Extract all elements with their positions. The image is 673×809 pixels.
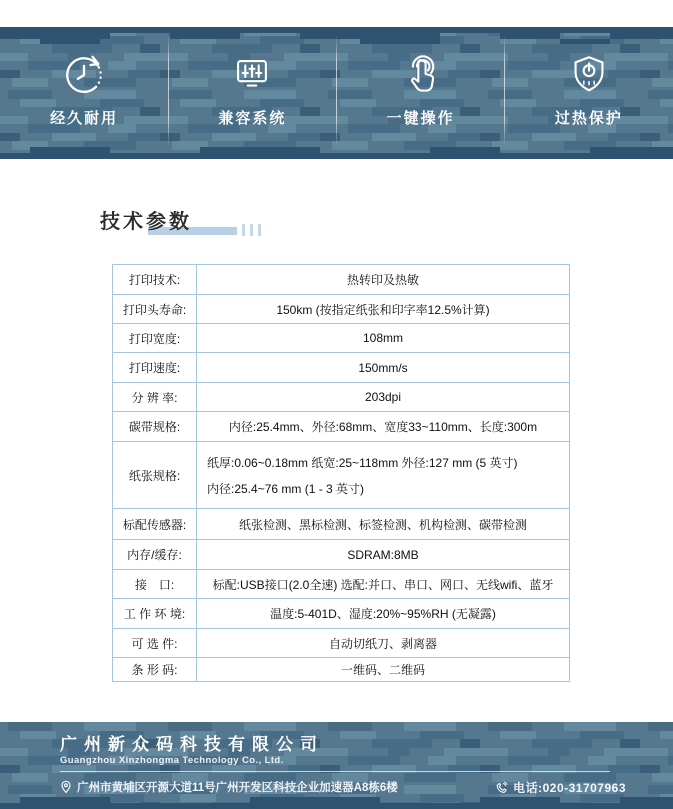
table-row [113,658,569,681]
spec-label: 内存/缓存: [113,540,197,569]
spec-label: 工 作 环 境: [113,599,197,628]
spec-label: 分 辨 率: [113,383,197,411]
feature-one-key [337,27,505,159]
feature-overheat-protection [505,27,673,159]
spec-value: SDRAM:8MB [347,547,419,562]
table-row [113,353,569,383]
spec-value: 内径:25.4mm、外径:68mm、宽度33~110mm、长度:300m [228,420,538,434]
touch-icon [398,52,444,98]
spec-value-line: 纸厚:0.06~0.18mm 纸宽:25~118mm 外径:127 mm (5 英寸) [207,455,518,470]
spec-value: 温度:5-401D、湿度:20%~95%RH (无凝露) [270,607,496,621]
feature-compatibility [168,27,336,159]
spec-value: 108mm [362,331,403,345]
location-pin-icon [60,780,72,794]
table-row [113,324,569,353]
title-tick [250,224,253,236]
spec-label: 打印宽度: [113,324,197,352]
spec-label: 打印技术: [113,265,197,294]
spec-label: 打印头寿命: [113,295,197,323]
spec-label: 打印速度: [113,353,197,382]
phone-icon [495,781,508,794]
spec-label: 可 选 件: [113,629,197,657]
footer [0,722,673,809]
spec-value: 一维码、二维码 [340,663,425,677]
spec-value: 标配:USB接口(2.0全速) 选配:并口、串口、网口、无线wifi、蓝牙 [212,577,554,592]
feature-banner [0,27,673,159]
company-name-cn: 广州新众码科技有限公司 [60,735,324,754]
table-row [113,629,569,658]
spec-value: 自动切纸刀、剥离器 [328,636,437,651]
table-row [113,570,569,599]
spec-label: 碳带规格: [113,412,197,441]
footer-divider [60,771,610,772]
spec-label: 条 形 码: [113,658,197,681]
spec-label: 标配传感器: [113,509,197,539]
table-row [113,509,569,540]
feature-durability [0,27,168,159]
title-tick [242,224,245,236]
spec-label: 纸张规格: [113,442,197,508]
spec-label: 接 口: [113,570,197,598]
table-row [113,442,569,509]
company-name-en: Guangzhou Xinzhongma Technology Co., Ltd. [60,755,284,766]
clock-icon [61,52,107,98]
section-title [100,208,192,242]
spec-value: 150mm/s [358,360,408,375]
spec-value: 203dpi [364,390,402,404]
spec-value: 150km (按指定纸张和印字率12.5%计算) [276,302,490,317]
feature-list [0,27,673,159]
table-row [113,540,569,570]
page-title: 技术参数 [100,211,192,233]
address-text: 广州市黄埔区开源大道11号广州开发区科技企业加速器A8栋6楼 [77,782,398,794]
table-row [113,265,569,295]
phone-row [495,779,626,796]
title-accent-ticks [242,224,261,236]
spec-table [112,264,570,682]
feature-label: 一键操作 [386,110,455,127]
feature-label: 兼容系统 [218,110,287,127]
title-tick [258,224,261,236]
phone-text: 电话:020-31707963 [513,781,626,795]
table-row [113,412,569,442]
address-row [60,779,398,795]
feature-label: 经久耐用 [50,110,119,127]
spec-value: 纸张检测、黑标检测、标签检测、机构检测、碳带检测 [238,517,527,532]
table-row [113,295,569,324]
spec-value-line: 内径:25.4~76 mm (1 - 3 英寸) [207,481,365,496]
monitor-icon [229,52,275,98]
feature-label: 过热保护 [554,110,623,127]
spec-value: 热转印及热敏 [346,273,419,287]
shield-icon [566,52,612,98]
table-row [113,599,569,629]
table-row [113,383,569,412]
spec-value [197,442,569,508]
